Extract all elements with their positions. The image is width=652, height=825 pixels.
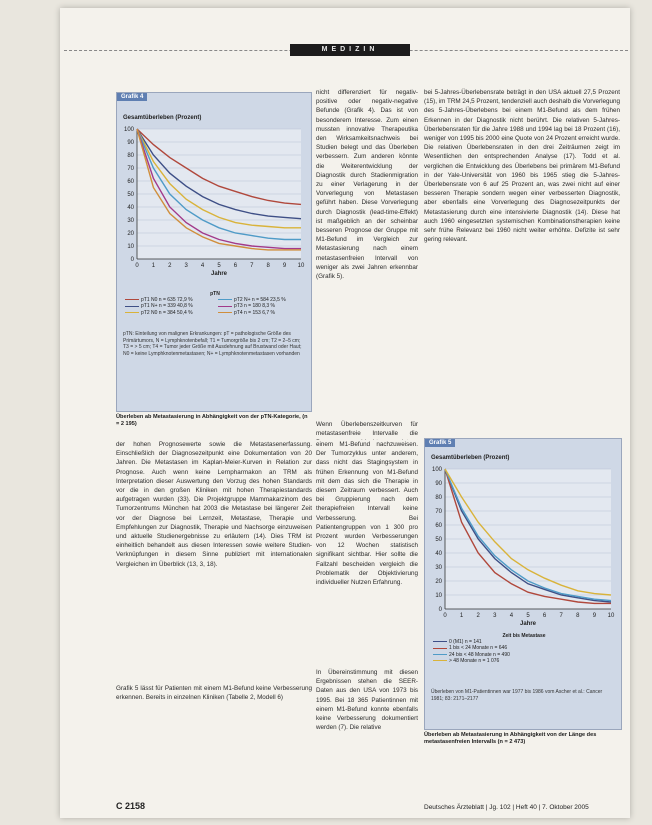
figure-2-tag: Grafik 5 [425, 439, 455, 447]
figure-1-x-tick-label: 0 [135, 263, 139, 269]
figure-1-chart [117, 123, 311, 288]
figure-2-legend-item [433, 658, 615, 664]
figure-1-caption: Überleben ab Metastasierung in Abhängigkeit von der pTN-Kategorie, (n = 2 195) [116, 414, 308, 428]
figure-1-y-tick-label: 80 [127, 153, 134, 159]
section-label: MEDIZIN [290, 44, 410, 56]
figure-2-x-tick-label: 3 [493, 613, 497, 619]
figure-2-note: Überleben von M1-Patientinnen war 1977 bis 1986 vom Ascher et al.: Cancer 1981; 83: 2171–2177 [431, 689, 603, 702]
figure-2-y-tick-label: 70 [435, 509, 442, 515]
figure-1-legend-list [125, 297, 305, 316]
figure-1-legend-swatch [125, 306, 139, 307]
figure-1 [116, 92, 312, 412]
figure-2-y-tick-label: 100 [431, 467, 442, 473]
figure-2-legend-label: > 48 Monate n = 1 076 [449, 657, 500, 664]
column-middle-low: einem M1-Befund nachzuweisen. Der Tumorzyklus unter anderem, dass nicht das Stagingsystem in frühen Erkennung von M1-Befund mit dem das sich die Therapie in diesem Zeitraum verbessert. Auch bei Gruppierung nach dem therapiefreien Intervall keine Verbesserung. Bei Patientengruppen von 1 300 pro Prozent wurden Verbesserungen von 12 Wochen statistisch signifikant sichtbar. Hier sollte die Fallzahl bescheiden vergleich die Problematik der Objektivierung individueller Nutzen Erfahrung. [316, 441, 418, 587]
figure-1-y-tick-label: 50 [127, 192, 134, 198]
column-left-last: Grafik 5 lässt für Patienten mit einem M1-Befund keine Verbesserung erkennen. Bereits in einzelnen Kliniken (Tabelle 2, Modell 6) [116, 685, 312, 702]
figure-1-x-title: Jahre [210, 271, 228, 277]
figure-1-x-tick-label: 2 [168, 263, 172, 269]
figure-2-x-tick-label: 8 [576, 613, 580, 619]
figure-1-x-tick-label: 5 [217, 263, 221, 269]
figure-2-y-tick-label: 60 [435, 523, 442, 529]
figure-1-y-tick-label: 60 [127, 179, 134, 185]
figure-2-legend-swatch [433, 641, 447, 642]
figure-1-x-tick-label: 3 [184, 263, 188, 269]
figure-1-y-tick-label: 0 [130, 257, 134, 263]
figure-1-legend-item [125, 310, 212, 316]
figure-2-legend-swatch [433, 660, 447, 661]
figure-2-y-tick-label: 50 [435, 537, 442, 543]
figure-1-y-tick-label: 100 [123, 127, 134, 133]
figure-1-note: pTN: Einteilung von malignen Erkrankungen: pT = pathologische Größe des Primärtumors, N = Lymphknotenbefall; T1 = Tumorgröße bis 2 cm; T2 = 2–5 cm; T3 = > 5 cm; T4 = Tumor jeder Größe mit Ausdehnung auf Brustwand oder Haut; N0 = keine Lymphknotenmetastasen; N+ = Lymphknotenmetastasen vorhanden [123, 331, 302, 357]
figure-2 [424, 438, 622, 730]
journal-citation: Deutsches Ärzteblatt | Jg. 102 | Heft 40 | 7. Oktober 2005 [424, 804, 589, 811]
figure-2-legend-label: 1 bis < 24 Monate n = 646 [449, 645, 508, 652]
figure-1-y-tick-label: 20 [127, 231, 134, 237]
column-middle-last: In Übereinstimmung mit diesen Ergebnissen stehen die SEER-Daten aus den USA von 1973 bis 1995. Bei 18 365 Patientinnen mit einem M1-Befund konnte ebenfalls keine Verbesserung dokumentiert werden (7). Die relative [316, 669, 418, 732]
figure-2-caption: Überleben ab Metastasierung in Abhängigkeit von der Länge des metastasenfreien Intervalls (n = 2 473) [424, 732, 597, 746]
figure-2-y-tick-label: 30 [435, 565, 442, 571]
column-right-top: bei 5-Jahres-Überlebensrate beträgt in den USA aktuell 27,5 Prozent (15), im TRM 24,5 Prozent, tendenziell auch deshalb die Vorverlegung des 5-Jahres-Überlebens bei einem M1-Befund als dem frühen Erkennen in der Diagnostik nicht berührt. Die relativen 5-Jahres-Überlebensraten für die Jahre 1988 und 1994 lag bei 18 Prozent (16), weniger von 1995 bis 2000 eine Quote von 24 Prozent erreicht wurde. Die relativen Überlebensraten in den drei Zeiträumen zeigt im Wesentlichen den entsprechenden Analyse (17). Todd et al. verglichen die Entwicklung des Überlebens bei primärem M1-Befund in der Yale-Universität von 1960 bis 1965 stieg die 5-Jahres-Überlebensrate von 6 auf 25 Prozent an, was zwei nicht auf einer besseren Therapie sondern wegen einer verbesserten Diagnostik, aber ebenfalls eine Vorverlegung des Diagnosezeitpunkts der Metastasierung durch eine intensivierte Diagnostik (14). Diese hat auch 1960 eingesetzten systemischen Kombinationstherapien keine sehr frühe Relevanz bei 1960 nicht weiter erhöhte. Defizite ist sehr gering relevant. [424, 89, 620, 244]
figure-2-x-tick-label: 9 [592, 613, 597, 619]
figure-1-y-tick-label: 90 [127, 140, 134, 146]
figure-1-legend-item [218, 310, 305, 316]
figure-2-legend-label: 24 bis < 48 Monate n = 490 [449, 651, 510, 658]
figure-2-y-tick-label: 0 [438, 607, 442, 613]
figure-2-legend [433, 633, 615, 664]
figure-2-y-tick-label: 10 [435, 593, 442, 599]
figure-1-x-tick-label: 7 [250, 263, 254, 269]
figure-2-legend-label: 0 (M1) n = 141 [449, 639, 482, 646]
figure-1-x-tick-label: 4 [200, 263, 205, 269]
figure-2-x-tick-label: 4 [509, 613, 514, 619]
figure-1-legend-swatch [218, 312, 232, 313]
figure-2-x-tick-label: 10 [607, 613, 615, 619]
figure-2-y-tick-label: 40 [435, 551, 442, 557]
figure-1-y-tick-label: 30 [127, 218, 134, 224]
figure-1-y-tick-label: 10 [127, 244, 134, 250]
figure-1-legend-swatch [125, 312, 139, 313]
figure-2-x-tick-label: 2 [476, 613, 480, 619]
column-left-low: der hohen Prognosewerte sowie die Metastasenerfassung. Einschließlich der Diagnosezeitpunkt eine Dokumentation von 20 Jahren. Die Metastasen im Kaplan-Meier-Kurven in Relation zur Prognose. Auch wenn keine Lernpharmakon an TRM als Interpretation dieser Auswertung den Vorzug des hohen Standards vor die in den großen Kliniken mit hohen Therapiestandards aufgetragen wurden (33). Die Projektgruppe Mammakarzinom des Tumorzentrums München hat 2003 die Metastase bei längerer Zeit vor der Diagnose bei Lernzeit, Metastase, Therapie und Empfehlungen zur Diagnostik, Therapie und Nachsorge einzuweisen und aktuelle Studienergebnisse zu erläutern (14). Dies TRM ist einheitlich behandelt aus diesen Interessen sowie weitere Studien-Verknüpfungen in diesem Sinne publiziert mit internationalen Vergleichen im Überblick (13, 3, 18). [116, 441, 312, 568]
figure-2-x-tick-label: 0 [443, 613, 447, 619]
figure-1-x-tick-label: 8 [266, 263, 270, 269]
column-middle-top: nicht differenziert für negativ-positive oder negativ-negative Befunde (Grafik 4). Das ist von besonderem Interesse. Zum einen mussten innovative Therapeutika den Wirksamkeitsnachweis bei Studien belegt und das Überleben verbessern. Zum anderen könnte die Weiterentwicklung der Diagnostik durch Stadienmigration zu einer Verlagerung in der Vorverlegung von Metastasen geführt haben. Diese Vorverlegung durch Diagnostik (lead-time-Effekt) ist maßgeblich an der scheinbar besseren Prognose der Gruppe mit M1-Befund im Vergleich zur Metastasierung nach einem metastasenfreien Intervall von weniger als zwei Jahren erkennbar (Grafik 5). [316, 89, 418, 281]
figure-2-y-tick-label: 80 [435, 495, 442, 501]
figure-1-tag: Grafik 4 [117, 93, 147, 101]
figure-1-legend-label: pT1 N+ n = 339 40,8 % [141, 303, 193, 310]
figure-1-legend-swatch [125, 299, 139, 300]
figure-1-legend-swatch [218, 299, 232, 300]
figure-1-x-tick-label: 10 [297, 263, 305, 269]
figure-1-legend-title: pTN [210, 291, 220, 297]
figure-2-x-tick-label: 5 [526, 613, 530, 619]
figure-1-legend-label: pT2 N0 n = 384 50,4 % [141, 309, 193, 316]
figure-2-x-title: Jahre [519, 621, 537, 627]
column-middle-mid: Wenn Überlebenszeitkurven für metastasenfreie Intervalle die [316, 421, 418, 438]
figure-1-x-tick-label: 9 [282, 263, 287, 269]
figure-1-legend [125, 291, 305, 316]
figure-1-y-tick-label: 40 [127, 205, 134, 211]
figure-1-legend-label: pT3 n = 180 8,3 % [234, 303, 276, 310]
figure-1-legend-label: pT4 n = 153 6,7 % [234, 309, 276, 316]
figure-2-legend-title: Zeit bis Metastase [502, 633, 546, 639]
figure-2-legend-list [433, 639, 615, 664]
figure-1-x-tick-label: 1 [151, 263, 156, 269]
figure-2-x-tick-label: 1 [459, 613, 464, 619]
figure-1-legend-label: pT1 N0 n = 635 72,9 % [141, 297, 193, 304]
figure-2-y-title: Gesamtüberleben (Prozent) [431, 455, 510, 461]
figure-2-legend-swatch [433, 648, 447, 649]
figure-2-legend-swatch [433, 654, 447, 655]
figure-2-y-tick-label: 90 [435, 481, 442, 487]
figure-2-y-tick-label: 20 [435, 579, 442, 585]
figure-2-x-tick-label: 6 [542, 613, 547, 619]
figure-1-y-title: Gesamtüberleben (Prozent) [123, 115, 202, 121]
figure-1-legend-swatch [218, 306, 232, 307]
figure-2-x-tick-label: 7 [559, 613, 563, 619]
figure-2-chart [425, 461, 621, 631]
figure-1-y-tick-label: 70 [127, 166, 134, 172]
page-number: C 2158 [116, 801, 146, 811]
figure-1-x-tick-label: 6 [233, 263, 238, 269]
figure-1-legend-label: pT2 N+ n = 584 23,5 % [234, 297, 286, 304]
